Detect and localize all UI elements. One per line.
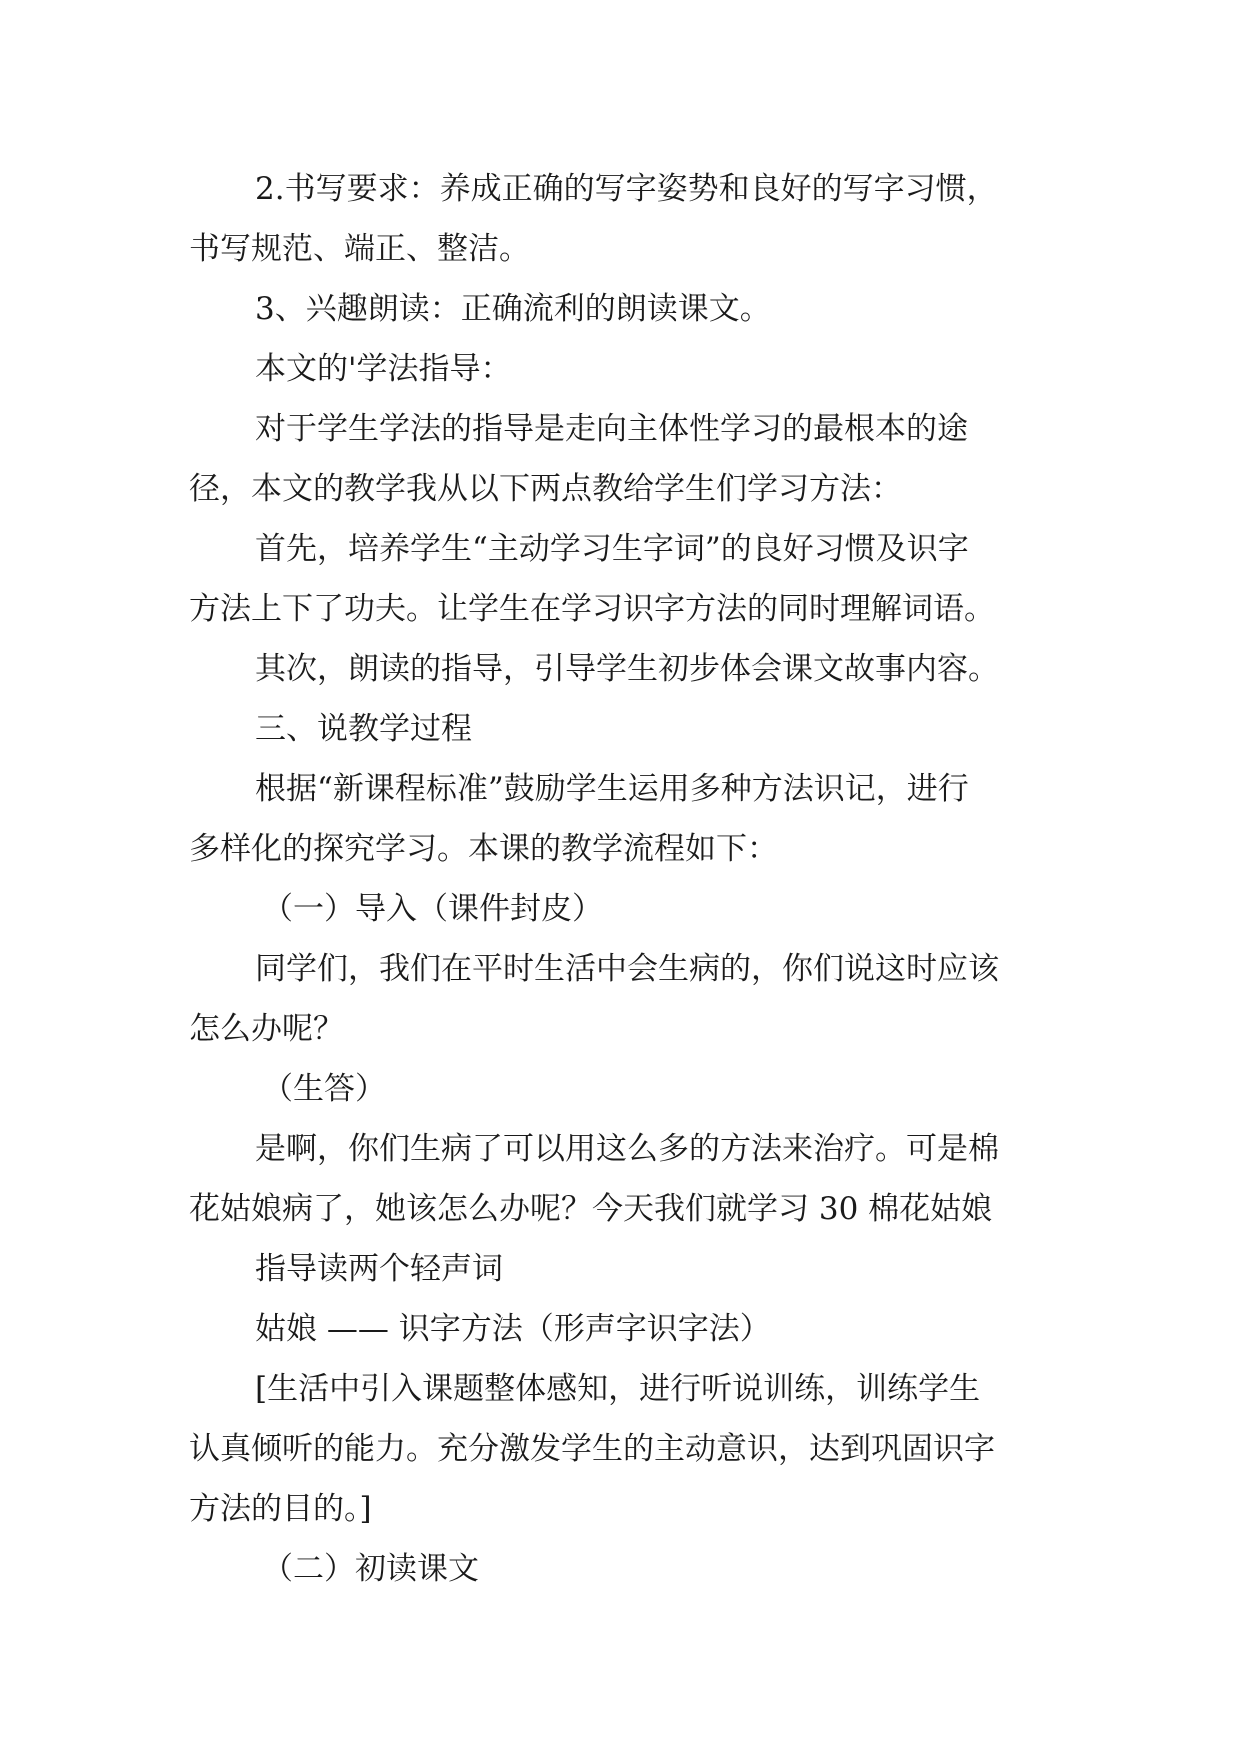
- paragraph-line: 根据“新课程标准”鼓励学生运用多种方法识记，进行: [255, 771, 969, 807]
- paragraph-line: 径，本文的教学我从以下两点教给学生们学习方法：: [189, 471, 902, 507]
- section-heading: 三、说教学过程: [255, 711, 472, 747]
- paragraph-line: 首先，培养学生“主动学习生字词”的良好习惯及识字: [255, 531, 969, 567]
- paragraph-line: 怎么办呢？: [189, 1011, 344, 1047]
- subsection-heading: （二）初读课文: [262, 1551, 479, 1587]
- paragraph-line: 方法的目的。]: [189, 1491, 372, 1527]
- paragraph-line: 姑娘 —— 识字方法（形声字识字法）: [255, 1311, 771, 1347]
- paragraph-line: 认真倾听的能力。充分激发学生的主动意识，达到巩固识字: [189, 1431, 995, 1467]
- paragraph-line: 其次，朗读的指导，引导学生初步体会课文故事内容。: [255, 651, 999, 687]
- paragraph-line: 指导读两个轻声词: [255, 1251, 503, 1287]
- paragraph-line: （生答）: [262, 1071, 386, 1107]
- paragraph-line: 书写规范、端正、整洁。: [189, 231, 530, 267]
- paragraph-line: [生活中引入课题整体感知，进行听说训练，训练学生: [255, 1371, 981, 1407]
- paragraph-line: 多样化的探究学习。本课的教学流程如下：: [189, 831, 778, 867]
- paragraph-line: 对于学生学法的指导是走向主体性学习的最根本的途: [255, 411, 968, 447]
- paragraph-line: 同学们，我们在平时生活中会生病的，你们说这时应该: [255, 951, 999, 987]
- subsection-heading: （一）导入（课件封皮）: [262, 891, 603, 927]
- paragraph-line: 3、兴趣朗读：正确流利的朗读课文。: [255, 291, 771, 327]
- paragraph-line: 方法上下了功夫。让学生在学习识字方法的同时理解词语。: [189, 591, 995, 627]
- paragraph-line: 是啊，你们生病了可以用这么多的方法来治疗。可是棉: [255, 1131, 999, 1167]
- paragraph-line: 花姑娘病了，她该怎么办呢？今天我们就学习 30 棉花姑娘: [189, 1191, 993, 1227]
- paragraph-line: 2.书写要求：养成正确的写字姿势和良好的写字习惯，: [255, 171, 998, 207]
- paragraph-line: 本文的'学法指导：: [255, 351, 512, 387]
